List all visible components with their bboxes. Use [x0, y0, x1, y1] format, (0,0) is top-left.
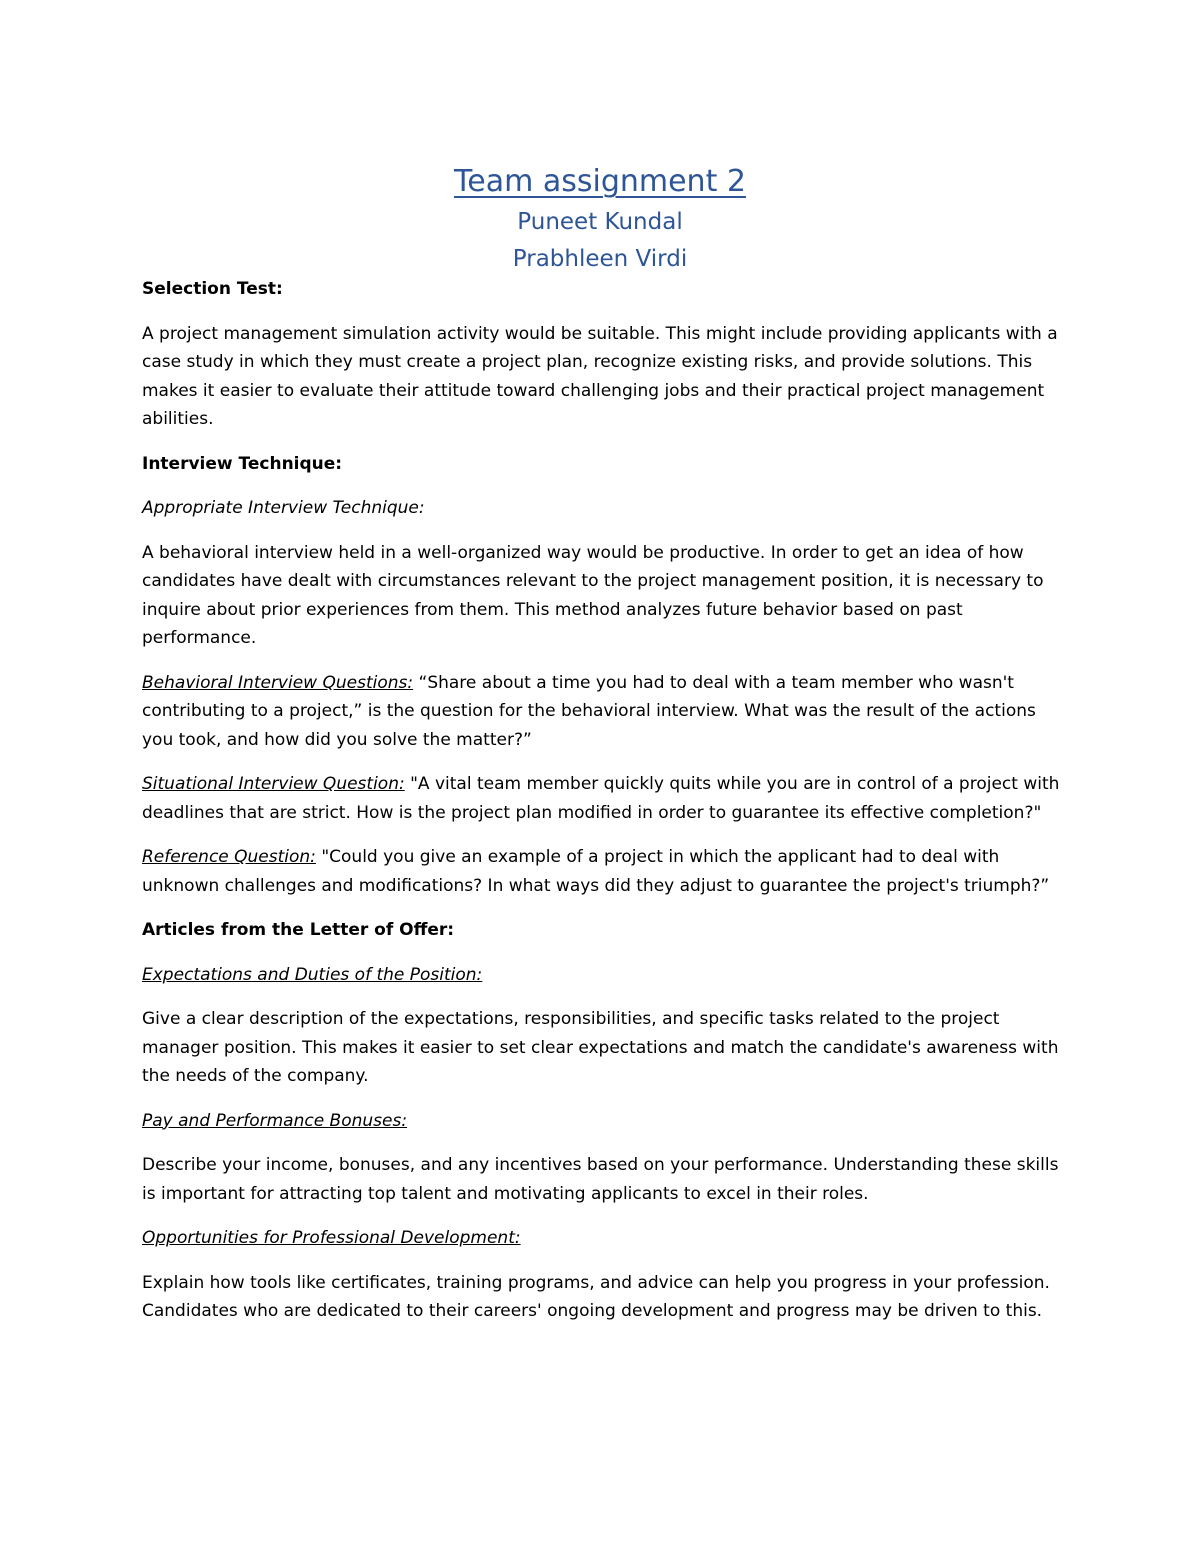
title-block [0, 160, 1200, 278]
subheading: Pay and Performance Bonuses: [142, 1110, 408, 1131]
inline-text: "Could you give an example of a project in which the applicant had to deal with unknown challenges and modifications? In what ways did they adjust to guarantee the project's triumph?” [142, 847, 1050, 896]
paragraph: Describe your income, bonuses, and any incentives based on your performance. Understanding these skills is important for attracting top talent and motivating applicants to excel in their roles. [142, 1155, 1059, 1204]
inline-text: "A vital team member quickly quits while you are in control of a project with deadlines that are strict. How is the project plan modified in order to guarantee its effective completion?" [142, 774, 1060, 823]
inline-label: Behavioral Interview Questions: [142, 672, 414, 693]
author-name: Prabhleen Virdi [512, 246, 688, 272]
section-heading: Selection Test: [142, 279, 283, 299]
paragraph [142, 770, 1062, 827]
subheading: Appropriate Interview Technique: [142, 498, 425, 518]
section-heading: Articles from the Letter of Offer: [142, 920, 455, 940]
subheading: Opportunities for Professional Development: [142, 1228, 521, 1248]
paragraph: A project management simulation activity would be suitable. This might include providing applicants with a case study in which they must create a project plan, recognize existing risks, and provide solutions. This makes it easier to evaluate their attitude toward challenging jobs and their practical project management abilities. [142, 323, 1058, 429]
paragraph [142, 669, 1062, 755]
inline-label: Situational Interview Question: [142, 774, 405, 794]
paragraph: Give a clear description of the expectations, responsibilities, and specific tasks related to the project manager position. This makes it easier to set clear expectations and match the candidate's awareness with the needs of the company. [142, 1009, 1059, 1086]
document-body [142, 275, 1062, 1342]
inline-text: “Share about a time you had to deal with a team member who wasn't contributing to a project,” is the question for the behavioral interview. What was the result of the actions you took, and how did you solve the matter?” [142, 672, 1036, 750]
document-title: Team assignment 2 [454, 164, 746, 199]
inline-label: Reference Question: [142, 847, 316, 867]
paragraph: A behavioral interview held in a well-organized way would be productive. In order to get an idea of how candidates have dealt with circumstances relevant to the project management position, it is necessary to inquire about prior experiences from them. This method analyzes future behavior based on past performance. [142, 542, 1044, 648]
section-heading: Interview Technique: [142, 453, 343, 474]
author-name: Puneet Kundal [517, 209, 683, 235]
paragraph: Explain how tools like certificates, training programs, and advice can help you progress in your profession. Candidates who are dedicated to their careers' ongoing development and progress may be driven to this. [142, 1272, 1050, 1321]
subheading: Expectations and Duties of the Position: [142, 964, 483, 985]
paragraph [142, 843, 1062, 900]
